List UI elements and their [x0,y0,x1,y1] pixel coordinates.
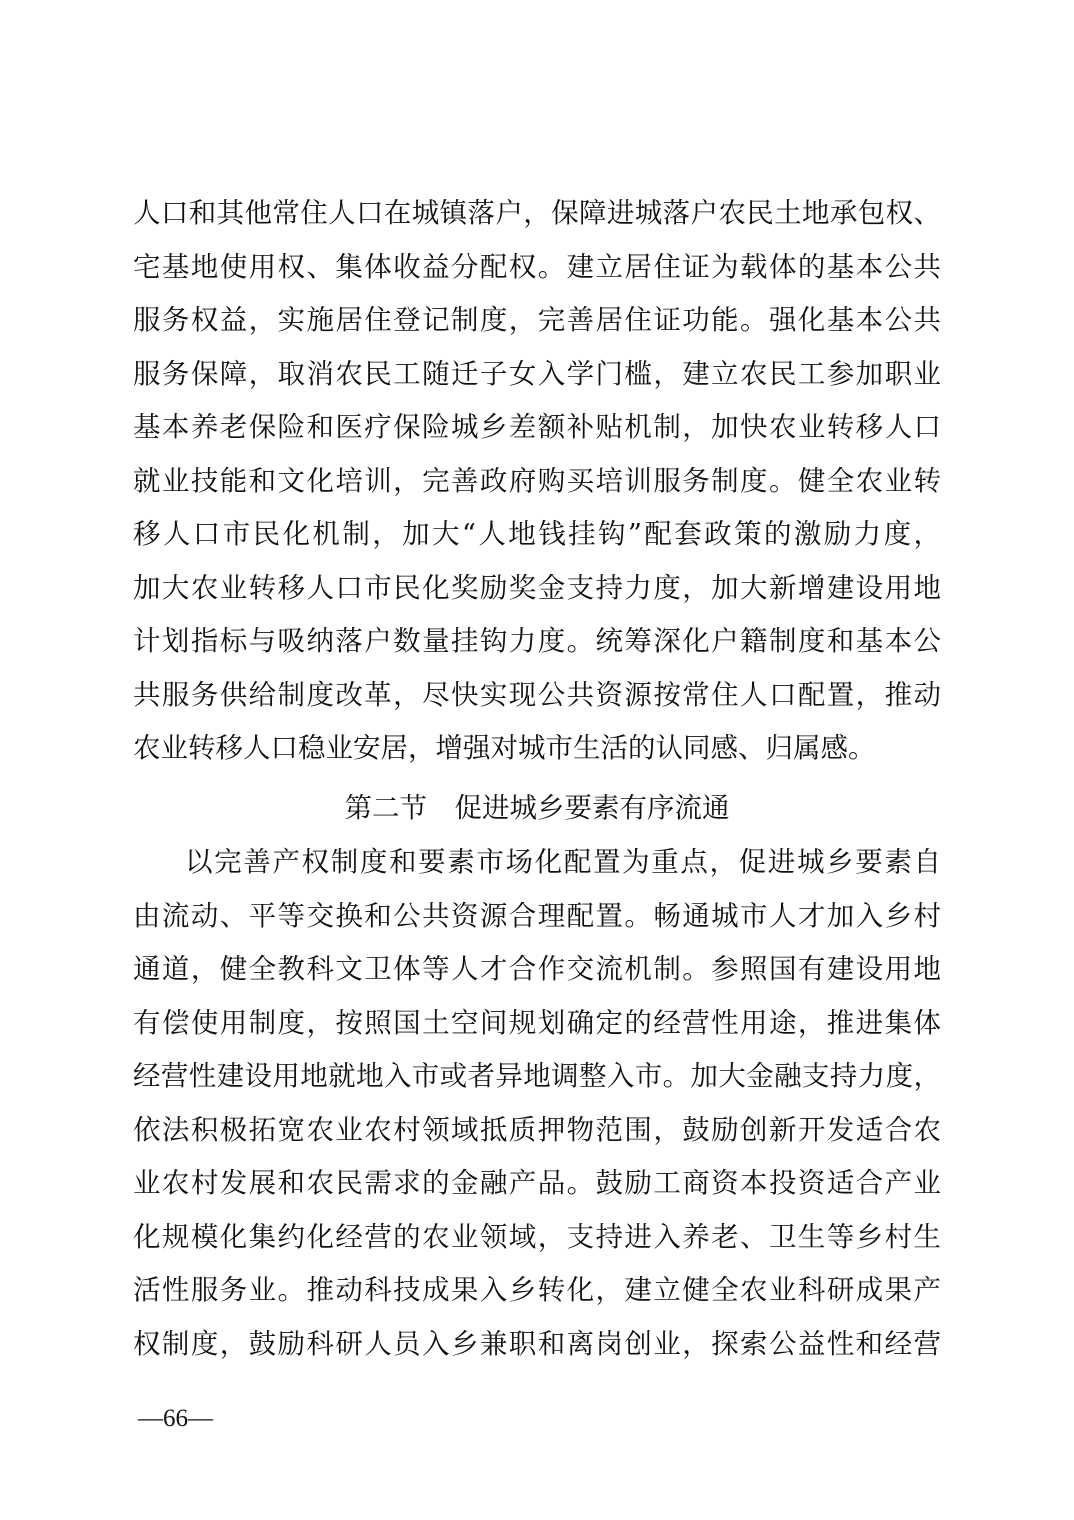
paragraph-line: 就业技能和文化培训，完善政府购买培训服务制度。健全农业转 [133,464,941,497]
paragraph-line: 由流动、平等交换和公共资源合理配置。畅通城市人才加入乡村 [133,899,941,932]
paragraph-line: 通道，健全教科文卫体等人才合作交流机制。参照国有建设用地 [133,953,941,985]
paragraph-line: 计划指标与吸纳落户数量挂钩力度。统筹深化户籍制度和基本公 [133,625,941,657]
page-number: —66— [138,1405,213,1432]
paragraph-line: 权制度，鼓励科研人员入乡兼职和离岗创业，探索公益性和经营 [133,1327,941,1360]
paragraph-line: 人口和其他常住人口在城镇落户，保障进城落户农民土地承包权、 [133,197,941,229]
paragraph-line: 宅基地使用权、集体收益分配权。建立居住证为载体的基本公共 [133,250,941,283]
paragraph-line: 有偿使用制度，按照国土空间规划确定的经营性用途，推进集体 [133,1006,941,1039]
paragraph-line: 基本养老保险和医疗保险城乡差额补贴机制，加快农业转移人口 [133,411,941,443]
section-heading: 第二节 促进城乡要素有序流通 [344,792,730,824]
paragraph-line: 依法积极拓宽农业农村领域抵质押物范围，鼓励创新开发适合农 [133,1113,941,1146]
paragraph-line: 以完善产权制度和要素市场化配置为重点，促进城乡要素自 [185,846,941,878]
paragraph-line: 服务保障，取消农民工随迁子女入学门槛，建立农民工参加职业 [133,357,941,390]
paragraph-continued [133,187,941,776]
paragraph-line: 服务权益，实施居住登记制度，完善居住证功能。强化基本公共 [133,304,941,336]
paragraph-line: 经营性建设用地就地入市或者异地调整入市。加大金融支持力度， [133,1060,941,1092]
paragraph-line: 移人口市民化机制，加大“人地钱挂钩”配套政策的激励力度， [133,518,941,550]
paragraph-line: 农业转移人口稳业安居，增强对城市生活的认同感、归属感。 [133,732,876,764]
paragraph-line: 业农村发展和农民需求的金融产品。鼓励工商资本投资适合产业 [133,1167,941,1199]
paragraph-line: 共服务供给制度改革，尽快实现公共资源按常住人口配置，推动 [133,678,941,711]
paragraph-line: 化规模化集约化经营的农业领域，支持进入养老、卫生等乡村生 [133,1220,941,1253]
paragraph-line: 活性服务业。推动科技成果入乡转化，建立健全农业科研成果产 [133,1274,941,1306]
paragraph-line: 加大农业转移人口市民化奖励奖金支持力度，加大新增建设用地 [133,571,941,604]
section-paragraph [133,836,941,1371]
